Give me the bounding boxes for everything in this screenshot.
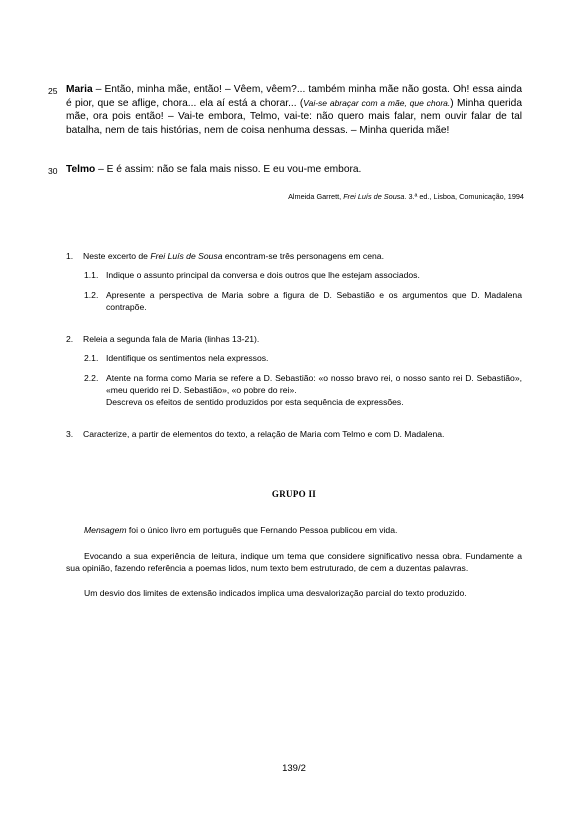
source-edition: . 3.ª ed., Lisboa, Comunicação, 1994 bbox=[404, 192, 524, 201]
group2-paragraph-1 bbox=[84, 524, 522, 536]
question-1 bbox=[66, 250, 522, 262]
question-2-2 bbox=[84, 372, 522, 409]
question-text: Releia a segunda fala de Maria (linhas 13-21). bbox=[83, 334, 260, 344]
paragraph-text: foi o único livro em português que Fernando Pessoa publicou em vida. bbox=[126, 525, 398, 535]
question-number: 2.1. bbox=[84, 353, 99, 363]
speaker-telmo: Telmo bbox=[66, 164, 96, 175]
question-2-1 bbox=[84, 352, 522, 364]
dialogue-maria bbox=[66, 83, 522, 137]
question-text: Neste excerto de bbox=[83, 251, 151, 261]
question-3 bbox=[66, 428, 522, 440]
question-2 bbox=[66, 333, 522, 345]
question-number: 2.2. bbox=[84, 373, 99, 383]
group-title: GRUPO II bbox=[271, 489, 317, 499]
question-text-end: encontram-se três personagens em cena. bbox=[222, 251, 384, 261]
group2-paragraph-3: Um desvio dos limites de extensão indicados implica uma desvalorização parcial do texto produzido. bbox=[84, 588, 467, 598]
stage-direction: Vai-se abraçar com a mãe, que chora. bbox=[303, 97, 451, 108]
source-title: Frei Luís de Sousa bbox=[343, 192, 405, 201]
dialogue-text: – E é assim: não se fala mais nisso. E eu vou-me embora. bbox=[95, 164, 362, 175]
question-instruction: Descreva os efeitos de sentido produzidos por esta sequência de expressões. bbox=[106, 397, 404, 408]
question-1-1 bbox=[84, 269, 522, 281]
question-number: 1.1. bbox=[84, 270, 99, 280]
question-text: Apresente a perspectiva de Maria sobre a figura de D. Sebastião e os argumentos que D. Madalena contrapõe. bbox=[106, 290, 522, 313]
question-number: 3. bbox=[66, 429, 74, 439]
dialogue-telmo bbox=[66, 163, 522, 177]
line-number-25: 25 bbox=[48, 86, 58, 96]
source-citation bbox=[288, 192, 524, 201]
question-1-2 bbox=[84, 289, 522, 313]
source-author: Almeida Garrett, bbox=[288, 192, 344, 201]
line-number-30: 30 bbox=[48, 166, 58, 176]
question-number: 2. bbox=[66, 334, 74, 344]
group2-paragraph-2: Evocando a sua experiência de leitura, indique um tema que considere significativo nessa obra. Fundamente a sua opinião, fazendo referência a poemas lidos, num texto bem estruturado, de cem a duzentas palavras. bbox=[66, 551, 522, 574]
question-text: Indique o assunto principal da conversa e dois outros que lhe estejam associados. bbox=[106, 270, 420, 280]
work-title: Frei Luís de Sousa bbox=[150, 251, 223, 261]
question-text: Identifique os sentimentos nela expressos. bbox=[106, 353, 269, 363]
question-number: 1.2. bbox=[84, 290, 99, 300]
dialogue-text: – Então, minha mãe, então! – Vêem, vêem?... também minha mãe não gosta. Oh! essa ainda é pior, que se aflige, chora... ela aí está a chorar... ( bbox=[66, 84, 522, 109]
question-text: Atente na forma como Maria se refere a D. Sebastião: «o nosso bravo rei, o nosso santo rei D. Sebastião», «meu querido rei D. Sebastião», «o pobre do rei». bbox=[106, 373, 522, 396]
page-number: 139/2 bbox=[282, 763, 306, 774]
speaker-maria: Maria bbox=[66, 84, 93, 95]
question-text: Caracterize, a partir de elementos do texto, a relação de Maria com Telmo e com D. Madalena. bbox=[83, 429, 445, 439]
question-number: 1. bbox=[66, 251, 74, 261]
dialogue-text-cont: ) Minha querida mãe, ora pois então! – Vai-te embora, Telmo, vai-te: não quero mais falar, nem ouvir falar de tal batalha, nem de tais histórias, nem de coisa nenhuma dessas. – Minha querida mãe! bbox=[66, 97, 522, 136]
work-title: Mensagem bbox=[84, 525, 127, 535]
